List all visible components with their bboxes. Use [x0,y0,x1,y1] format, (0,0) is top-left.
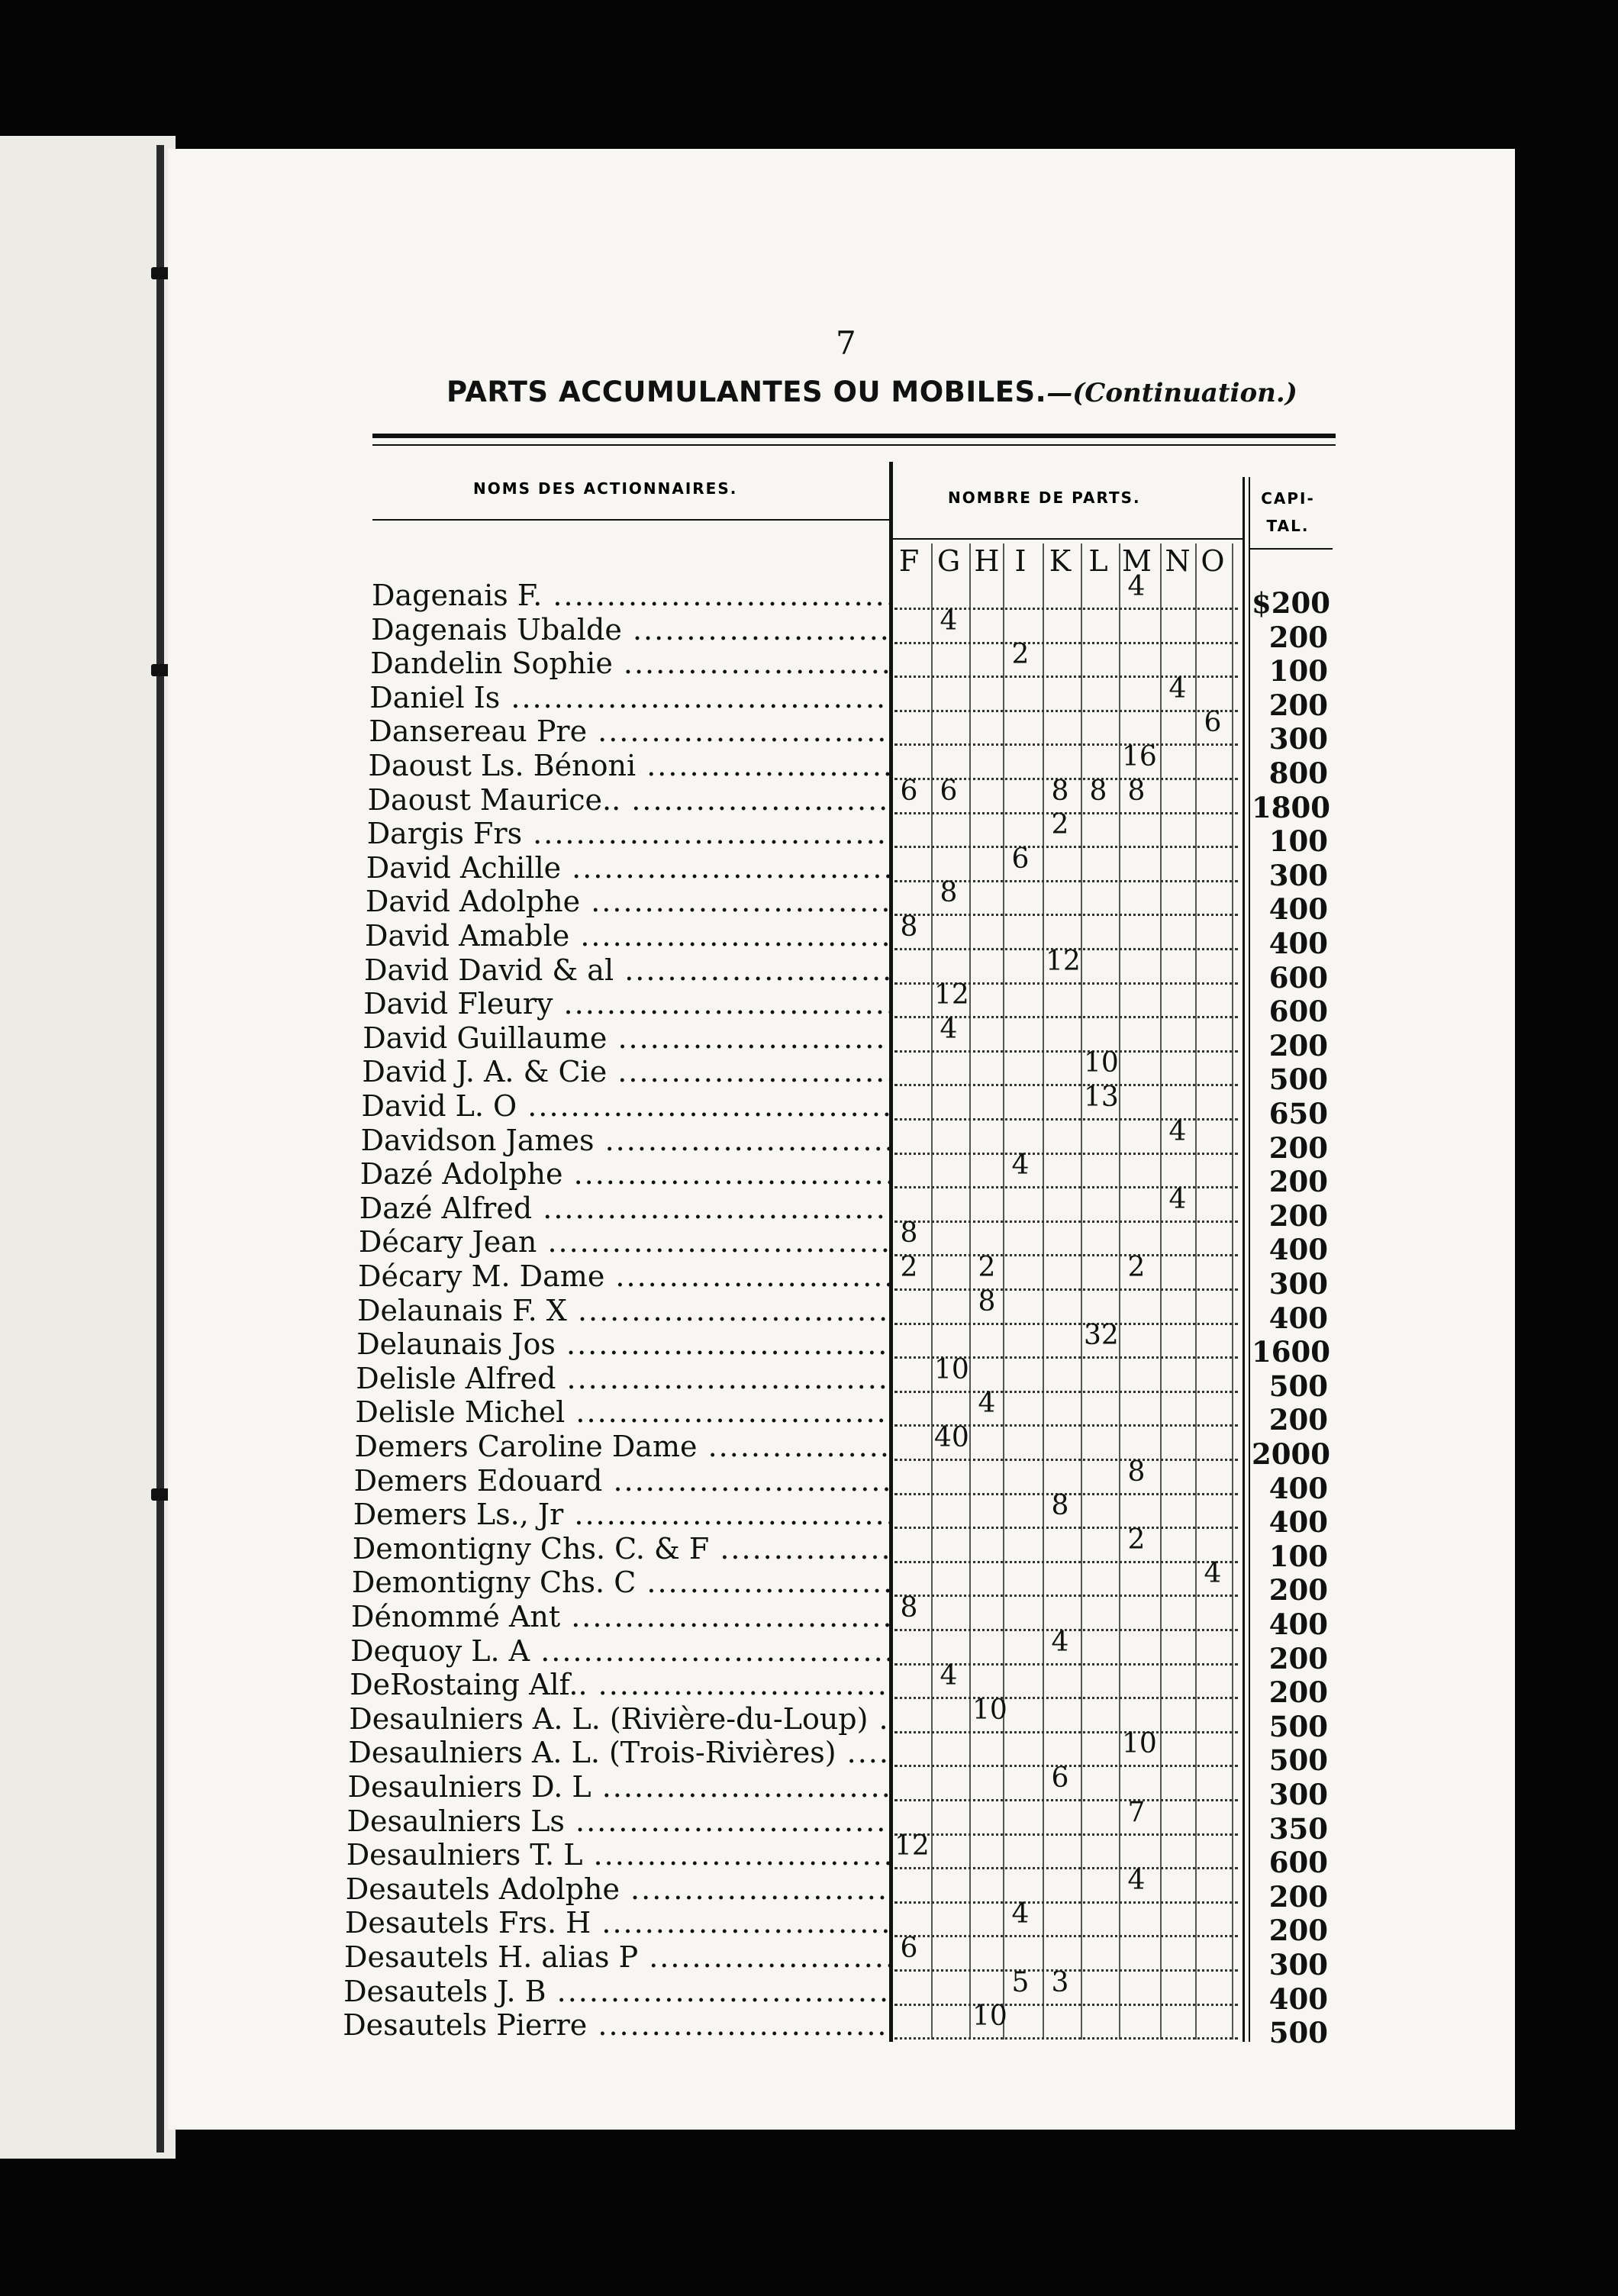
shareholder-name: Dagenais F. ..... [372,579,889,612]
capital-header-rule [1249,548,1333,550]
parts-cell: 6 [900,775,918,807]
shareholder-name: Dandelin Sophie ..... [370,647,889,680]
parts-cell: 12 [934,979,969,1011]
capital-value: 400 [1268,1982,1328,2016]
shareholder-name: Décary M. Dame ..... [358,1259,889,1293]
dot-leader [894,1050,1238,1086]
page-number: 7 [836,324,856,362]
shareholder-name: Desautels J. B ..... [343,1975,889,2008]
shareholder-name: David Amable ..... [365,919,889,953]
parts-cell: 2 [1127,1524,1146,1556]
shareholder-name: Desautels Pierre ..... [343,2008,889,2042]
shareholder-name: David Guillaume ..... [363,1021,889,1055]
table-row [0,707,1526,756]
capital-value: 100 [1268,654,1328,688]
dot-leader [894,1561,1238,1597]
parts-cell: 6 [1011,843,1030,875]
table-row [0,1422,1526,1471]
shareholder-name: Demontigny Chs. C. & F ..... [353,1532,889,1566]
part-column-letter: G [936,544,961,578]
part-column-letter: M [1122,544,1152,578]
capital-value: 100 [1268,1539,1328,1573]
part-column-letter: K [1049,544,1072,578]
shareholder-name: DeRostaing Alf.. ..... [350,1668,889,1701]
capital-value: 200 [1268,1198,1328,1233]
parts-cell: 10 [972,1694,1007,1726]
capital-value: 500 [1268,1369,1328,1403]
capital-value: 200 [1268,688,1328,722]
capital-value: 300 [1268,1948,1328,1982]
capital-value: 200 [1268,1403,1328,1437]
parts-cell: 10 [1122,1728,1157,1760]
shareholder-name: Davidson James ..... [361,1124,889,1157]
table-row [0,1150,1526,1199]
part-column-letter: L [1088,544,1108,578]
table-row [0,1115,1526,1165]
capital-value: 300 [1268,858,1328,892]
parts-cell: 4 [978,1388,996,1420]
parts-cell: 32 [1084,1320,1119,1352]
shareholder-name: Delisle Alfred ..... [356,1362,889,1395]
names-header-rule [372,519,891,521]
shareholder-name: Desaulniers D. L ..... [348,1770,890,1804]
parts-cell: 4 [1051,1626,1069,1658]
capital-value: 200 [1268,1573,1328,1608]
table-row [0,1285,1526,1335]
parts-cell: 3 [1051,1966,1069,1998]
dot-leader [894,1698,1238,1733]
capital-value: 400 [1268,892,1328,927]
part-column-letter: F [898,544,920,578]
parts-cell: 6 [940,775,958,807]
capital-value: 200 [1268,1641,1328,1675]
capital-value: 200 [1268,620,1328,654]
capital-value: 100 [1268,824,1328,859]
capital-value: 500 [1268,2016,1328,2050]
shareholder-name: Demers Edouard ..... [354,1464,889,1498]
capital-value: 300 [1268,1267,1328,1301]
shareholder-name: Dazé Alfred ..... [359,1192,889,1225]
table-row [0,979,1526,1029]
parts-cell: 2 [900,1252,918,1283]
table-row [0,1490,1526,1540]
capital-value: 350 [1268,1811,1328,1846]
capital-value: 400 [1268,1505,1328,1540]
parts-cell: 8 [1089,775,1107,807]
shareholder-name: Desaulniers Ls ..... [347,1804,889,1838]
shareholder-name: David Achille ..... [366,851,889,885]
capital-value: $200 [1252,586,1330,620]
shareholder-name: David Fleury ..... [363,987,889,1021]
parts-cell: 8 [1127,775,1146,807]
parts-cell: 10 [1084,1047,1119,1079]
shareholder-name: David J. A. & Cie ..... [362,1055,889,1088]
parts-cell: 8 [1051,775,1069,807]
parts-cell: 12 [1046,945,1081,977]
capital-value: 400 [1268,1301,1328,1335]
shareholder-name: Daoust Maurice.. ..... [368,783,889,817]
shareholder-name: Dequoy L. A ..... [350,1634,889,1668]
parts-cell: 7 [1127,1796,1146,1828]
column-header-parts: NOMBRE DE PARTS. [948,489,1141,507]
table-row [0,775,1526,824]
parts-cell: 13 [1084,1082,1119,1113]
parts-cell: 4 [1011,1898,1030,1930]
table-row [0,1728,1526,1778]
capital-value: 2000 [1252,1437,1330,1471]
capital-value: 1800 [1252,790,1330,824]
column-header-names: NOMS DES ACTIONNAIRES. [473,479,738,498]
parts-cell: 12 [894,1830,930,1862]
table-row [0,1933,1526,1982]
table-row [0,639,1526,688]
dot-leader [894,1255,1238,1291]
shareholder-name: Dansereau Pre ..... [369,714,889,748]
parts-cell: 4 [1168,1115,1187,1147]
parts-cell: 8 [900,911,918,943]
parts-cell: 4 [1011,1150,1030,1182]
part-column-letter: O [1201,544,1225,578]
dot-leader [894,1833,1238,1869]
parts-cell: 2 [978,1252,996,1283]
capital-value: 300 [1268,722,1328,756]
parts-cell: 6 [900,1933,918,1964]
title-main: PARTS ACCUMULANTES OU MOBILES. [446,376,1047,408]
binding-stitch [151,267,169,279]
parts-cell: 2 [1127,1252,1146,1283]
table-row [0,1183,1526,1233]
capital-value: 1600 [1252,1335,1330,1369]
shareholder-name: Dargis Frs ..... [367,817,889,850]
parts-cell: 6 [1204,707,1222,739]
capital-value: 500 [1268,1709,1328,1743]
dot-leader [894,1289,1238,1325]
parts-cell: 5 [1011,1966,1030,1998]
shareholder-name: Demers Ls., Jr ..... [353,1498,889,1531]
table-row [0,911,1526,960]
table-row [0,1252,1526,1301]
capital-value: 600 [1268,1846,1328,1880]
capital-value: 650 [1268,1097,1328,1130]
capital-value: 200 [1268,1130,1328,1165]
capital-value: 400 [1268,1608,1328,1641]
table-row [0,1626,1526,1675]
parts-cell: 4 [940,605,958,637]
table-row [0,843,1526,892]
capital-value: 400 [1268,1471,1328,1505]
parts-cell: 8 [1127,1456,1146,1488]
table-row [0,1082,1526,1130]
shareholder-name: Delaunais Jos ..... [356,1327,889,1361]
shareholder-name: Delaunais F. X ..... [357,1294,889,1327]
parts-cell: 4 [940,1013,958,1045]
shareholder-name: David L. O ..... [362,1089,890,1123]
shareholder-name: Daniel Is ..... [369,681,889,714]
shareholder-name: Desaulniers A. L. (Trois-Rivières) ..... [348,1736,889,1769]
table-row [0,1524,1526,1573]
parts-cell: 16 [1122,741,1157,772]
capital-header-line1: CAPI- [1261,489,1315,508]
dot-leader [894,1868,1238,1904]
dot-leader [894,1901,1238,1937]
capital-value: 600 [1268,960,1328,995]
shareholder-name: Demers Caroline Dame ..... [355,1430,890,1463]
parts-cell: 10 [934,1353,969,1385]
shareholder-name: Desaulniers T. L ..... [346,1838,889,1872]
capital-header-line2: TAL. [1266,517,1310,535]
part-column-letter: N [1165,544,1191,578]
table-row [0,571,1526,620]
parts-cell: 8 [978,1285,996,1317]
parts-cell: 4 [940,1660,958,1692]
capital-value: 200 [1268,1879,1328,1914]
parts-cell: 8 [900,1217,918,1250]
shareholder-name: Dazé Adolphe ..... [360,1157,889,1191]
table-row [0,1762,1526,1811]
shareholder-name: David Adolphe ..... [366,885,889,918]
capital-value: 200 [1268,1675,1328,1710]
table-row [0,1456,1526,1505]
parts-cell: 4 [1204,1558,1222,1590]
capital-value: 500 [1268,1063,1328,1097]
table-row [0,945,1526,995]
shareholder-name: David David & al ..... [364,953,889,987]
parts-cell: 8 [940,877,958,909]
capital-value: 600 [1268,995,1328,1029]
table-row [0,672,1526,722]
shareholder-name: Dénommé Ant ..... [351,1600,889,1633]
parts-cell: 4 [1127,571,1146,602]
table-row [0,2001,1526,2050]
dot-leader [894,1800,1238,1836]
header-rule-thick [372,434,1336,438]
part-column-letter: I [1014,544,1027,578]
capital-value: 500 [1268,1743,1328,1778]
parts-cell: 2 [1051,809,1069,841]
capital-value: 400 [1268,1233,1328,1267]
shareholder-name: Desaulniers A. L. (Rivière-du-Loup) ..... [349,1702,889,1736]
table-row [0,1388,1526,1437]
table-row [0,1217,1526,1267]
table-row [0,1694,1526,1743]
shareholder-name: Daoust Ls. Bénoni ..... [369,749,890,782]
shareholder-name: Delisle Michel ..... [355,1395,889,1429]
parts-cell: 8 [900,1592,918,1624]
table-row [0,809,1526,859]
shareholder-name: Décary Jean ..... [359,1225,889,1259]
dot-leader [894,1527,1238,1563]
table-row [0,1966,1526,2016]
parts-cell: 4 [1168,1183,1187,1215]
capital-value: 200 [1268,1165,1328,1199]
part-column-letter: H [974,544,1000,578]
parts-cell: 8 [1051,1490,1069,1522]
shareholder-name: Desautels Adolphe ..... [346,1872,889,1906]
capital-value: 400 [1268,927,1328,960]
page-title [446,376,1297,408]
parts-cell: 2 [1011,639,1030,671]
table-row [0,877,1526,927]
shareholder-name: Desautels Frs. H ..... [345,1906,889,1940]
capital-value: 300 [1268,1778,1328,1811]
table-row [0,1864,1526,1914]
title-continuation: —(Continuation.) [1046,378,1297,408]
table-row [0,1898,1526,1948]
parts-header-rule [893,538,1244,540]
table-row [0,1047,1526,1097]
dot-leader [894,710,1238,746]
parts-cell: 6 [1051,1762,1069,1794]
parts-cell: 10 [972,2001,1007,2033]
table-row [0,1592,1526,1641]
shareholder-name: Desautels H. alias P ..... [344,1940,889,1974]
capital-value: 200 [1268,1028,1328,1063]
table-row [0,605,1526,654]
header-rule-thin [372,444,1336,446]
table-row [0,1558,1526,1608]
capital-value: 200 [1268,1914,1328,1948]
parts-cell: 4 [1168,672,1187,705]
table-row [0,1830,1526,1880]
capital-value: 800 [1268,756,1328,790]
shareholder-name: Demontigny Chs. C ..... [352,1566,889,1599]
parts-cell: 4 [1127,1864,1146,1896]
table-row [0,741,1526,790]
dot-leader [894,1221,1238,1256]
column-header-capital [1248,485,1328,540]
table-row [0,1353,1526,1403]
dot-leader [894,2004,1238,2040]
shareholder-name: Dagenais Ubalde ..... [371,613,889,647]
parts-cell: 40 [934,1422,969,1453]
